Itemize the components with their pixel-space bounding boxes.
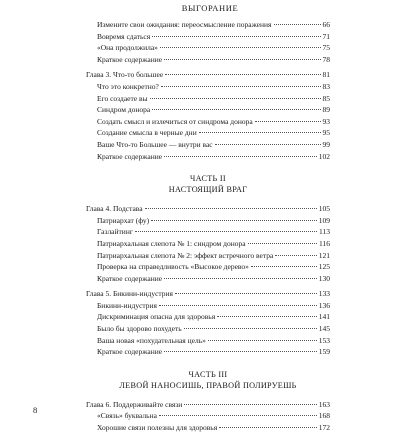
toc-entry <box>86 422 330 434</box>
toc-chapter <box>86 203 330 215</box>
part-label: ЧАСТЬ II <box>190 174 226 184</box>
toc-entry-title: Было бы здорово похудеть <box>97 324 182 334</box>
toc-entry <box>86 151 330 163</box>
dot-leader <box>219 427 317 428</box>
chapter-title: Глава 3. Что-то большее <box>86 70 164 80</box>
running-head: ВЫГОРАНИЕ <box>181 3 239 13</box>
toc-entry-page: 145 <box>318 324 330 334</box>
toc-entry-page: 113 <box>319 227 330 237</box>
toc-entry-title: Краткое содержание <box>97 54 163 64</box>
toc-chapter <box>86 288 330 300</box>
dot-leader <box>248 243 317 244</box>
toc-entry <box>86 311 330 323</box>
toc-entry <box>86 410 330 422</box>
dot-leader <box>164 278 317 279</box>
toc-entry <box>86 127 330 139</box>
toc-entry-title: Патриархат (фу) <box>97 215 150 225</box>
toc-entry-page: 95 <box>322 128 330 138</box>
toc-entry <box>86 31 330 43</box>
dot-leader <box>215 144 321 145</box>
toc-entry <box>86 104 330 116</box>
toc-entry-page: 116 <box>319 238 330 248</box>
toc-entry <box>86 42 330 54</box>
toc-entry-page: 93 <box>322 116 330 126</box>
toc-entry-page: 141 <box>318 312 330 322</box>
toc-entry-title: Ваше Что-то Большее — внутри вас <box>97 139 213 149</box>
dot-leader <box>135 231 317 232</box>
chapter-title: Глава 4. Подстава <box>86 204 143 214</box>
toc-entry-title: «Связь» буквальна <box>97 411 157 421</box>
dot-leader <box>255 121 321 122</box>
dot-leader <box>175 293 317 294</box>
dot-leader <box>165 74 320 75</box>
toc-entry-title: Хорошие связи полезны для здоровья <box>97 423 218 433</box>
dot-leader <box>145 208 317 209</box>
toc-entry-title: Создание смысла в черные дни <box>97 128 197 138</box>
toc-entry-title: Бикини-индустрия <box>97 300 158 310</box>
dot-leader <box>274 24 321 25</box>
toc-chapter <box>86 69 330 81</box>
toc-entry <box>86 93 330 105</box>
toc-entry <box>86 346 330 358</box>
part-title: ЛЕВОЙ НАНОСИШЬ, ПРАВОЙ ПОЛИРУЕШЬ <box>119 380 297 390</box>
toc-entry-page: 121 <box>318 250 330 260</box>
dot-leader <box>164 351 317 352</box>
part-heading <box>86 173 330 195</box>
toc-entry-title: Краткое содержание <box>97 151 163 161</box>
toc-entry-page: 85 <box>322 93 330 103</box>
toc-entry-title: Создать смысл и излечиться от синдрома донора <box>97 116 253 126</box>
toc-entry-title: «Она продолжила» <box>97 43 158 53</box>
toc-entry <box>86 116 330 128</box>
dot-leader <box>164 156 317 157</box>
toc-entry-page: 168 <box>318 411 330 421</box>
toc-entry-page: 136 <box>318 300 330 310</box>
toc-entry-page: 83 <box>322 81 330 91</box>
toc-entry-page: 159 <box>318 347 330 357</box>
dot-leader <box>151 220 317 221</box>
chapter-page: 133 <box>318 289 330 299</box>
chapter-title: Глава 5. Бикини-индустрия <box>86 289 173 299</box>
toc-entry-page: 153 <box>318 335 330 345</box>
toc-entry-title: Что это конкретно? <box>97 81 159 91</box>
toc-entry <box>86 335 330 347</box>
dot-leader <box>159 415 317 416</box>
toc-entry <box>86 250 330 262</box>
dot-leader <box>199 132 321 133</box>
toc-entry-title: Патриархальная слепота № 1: синдром донора <box>97 238 246 248</box>
toc-entry <box>86 54 330 66</box>
toc-entry <box>86 273 330 285</box>
dot-leader <box>184 404 316 405</box>
toc-entry <box>86 300 330 312</box>
chapter-page: 163 <box>318 399 330 409</box>
toc-entry-title: Проверка на справедливость «Высокое дерево» <box>97 262 249 272</box>
chapter-page: 81 <box>322 70 330 80</box>
dot-leader <box>152 109 320 110</box>
toc-entry-title: Вовремя сдаться <box>97 31 151 41</box>
toc-entry-title: Краткое содержание <box>97 273 163 283</box>
toc-entry-title: Патриархальная слепота № 2: эффект встречного ветра <box>97 250 274 260</box>
toc-entry <box>86 323 330 335</box>
toc-entry-page: 78 <box>322 54 330 64</box>
toc-entry-page: 102 <box>318 151 330 161</box>
toc-entry <box>86 261 330 273</box>
toc-entry-title: Синдром донора <box>97 105 151 115</box>
toc-entry-page: 99 <box>322 139 330 149</box>
toc-entry-page: 66 <box>322 20 330 29</box>
dot-leader <box>160 47 321 48</box>
toc-entry <box>86 238 330 250</box>
toc-entry-title: Измените свои ожидания: переосмысление поражения <box>97 20 272 29</box>
table-of-contents <box>86 19 330 434</box>
dot-leader <box>150 98 321 99</box>
toc-entry-title: Краткое содержание <box>97 347 163 357</box>
dot-leader <box>275 255 316 256</box>
dot-leader <box>184 328 317 329</box>
part-label: ЧАСТЬ III <box>188 369 228 379</box>
dot-leader <box>251 266 317 267</box>
dot-leader <box>161 86 321 87</box>
dot-leader <box>159 305 317 306</box>
toc-entry <box>86 215 330 227</box>
toc-entry <box>86 139 330 151</box>
toc-entry-title: Газлайтинг <box>97 227 133 237</box>
dot-leader <box>217 316 317 317</box>
toc-entry <box>86 226 330 238</box>
part-title: НАСТОЯЩИЙ ВРАГ <box>168 185 248 195</box>
toc-entry-page: 109 <box>318 215 330 225</box>
dot-leader <box>208 340 317 341</box>
toc-entry-title: Его создаете вы <box>97 93 148 103</box>
toc-entry-page: 130 <box>318 273 330 283</box>
toc-entry <box>86 19 330 31</box>
dot-leader <box>164 59 320 60</box>
toc-entry <box>86 81 330 93</box>
dot-leader <box>152 36 320 37</box>
toc-entry-page: 125 <box>318 262 330 272</box>
toc-entry-title: Дискриминация опасна для здоровья <box>97 312 216 322</box>
toc-entry-title: Ваша новая «похудательная цель» <box>97 335 206 345</box>
toc-entry-page: 89 <box>322 105 330 115</box>
chapter-title: Глава 6. Поддерживайте связи <box>86 399 183 409</box>
toc-entry-page: 75 <box>322 43 330 53</box>
page-number: 8 <box>33 405 38 415</box>
part-heading <box>86 369 330 391</box>
toc-entry-page: 71 <box>322 31 330 41</box>
toc-chapter <box>86 399 330 411</box>
toc-entry-page: 172 <box>318 423 330 433</box>
chapter-page: 105 <box>318 204 330 214</box>
